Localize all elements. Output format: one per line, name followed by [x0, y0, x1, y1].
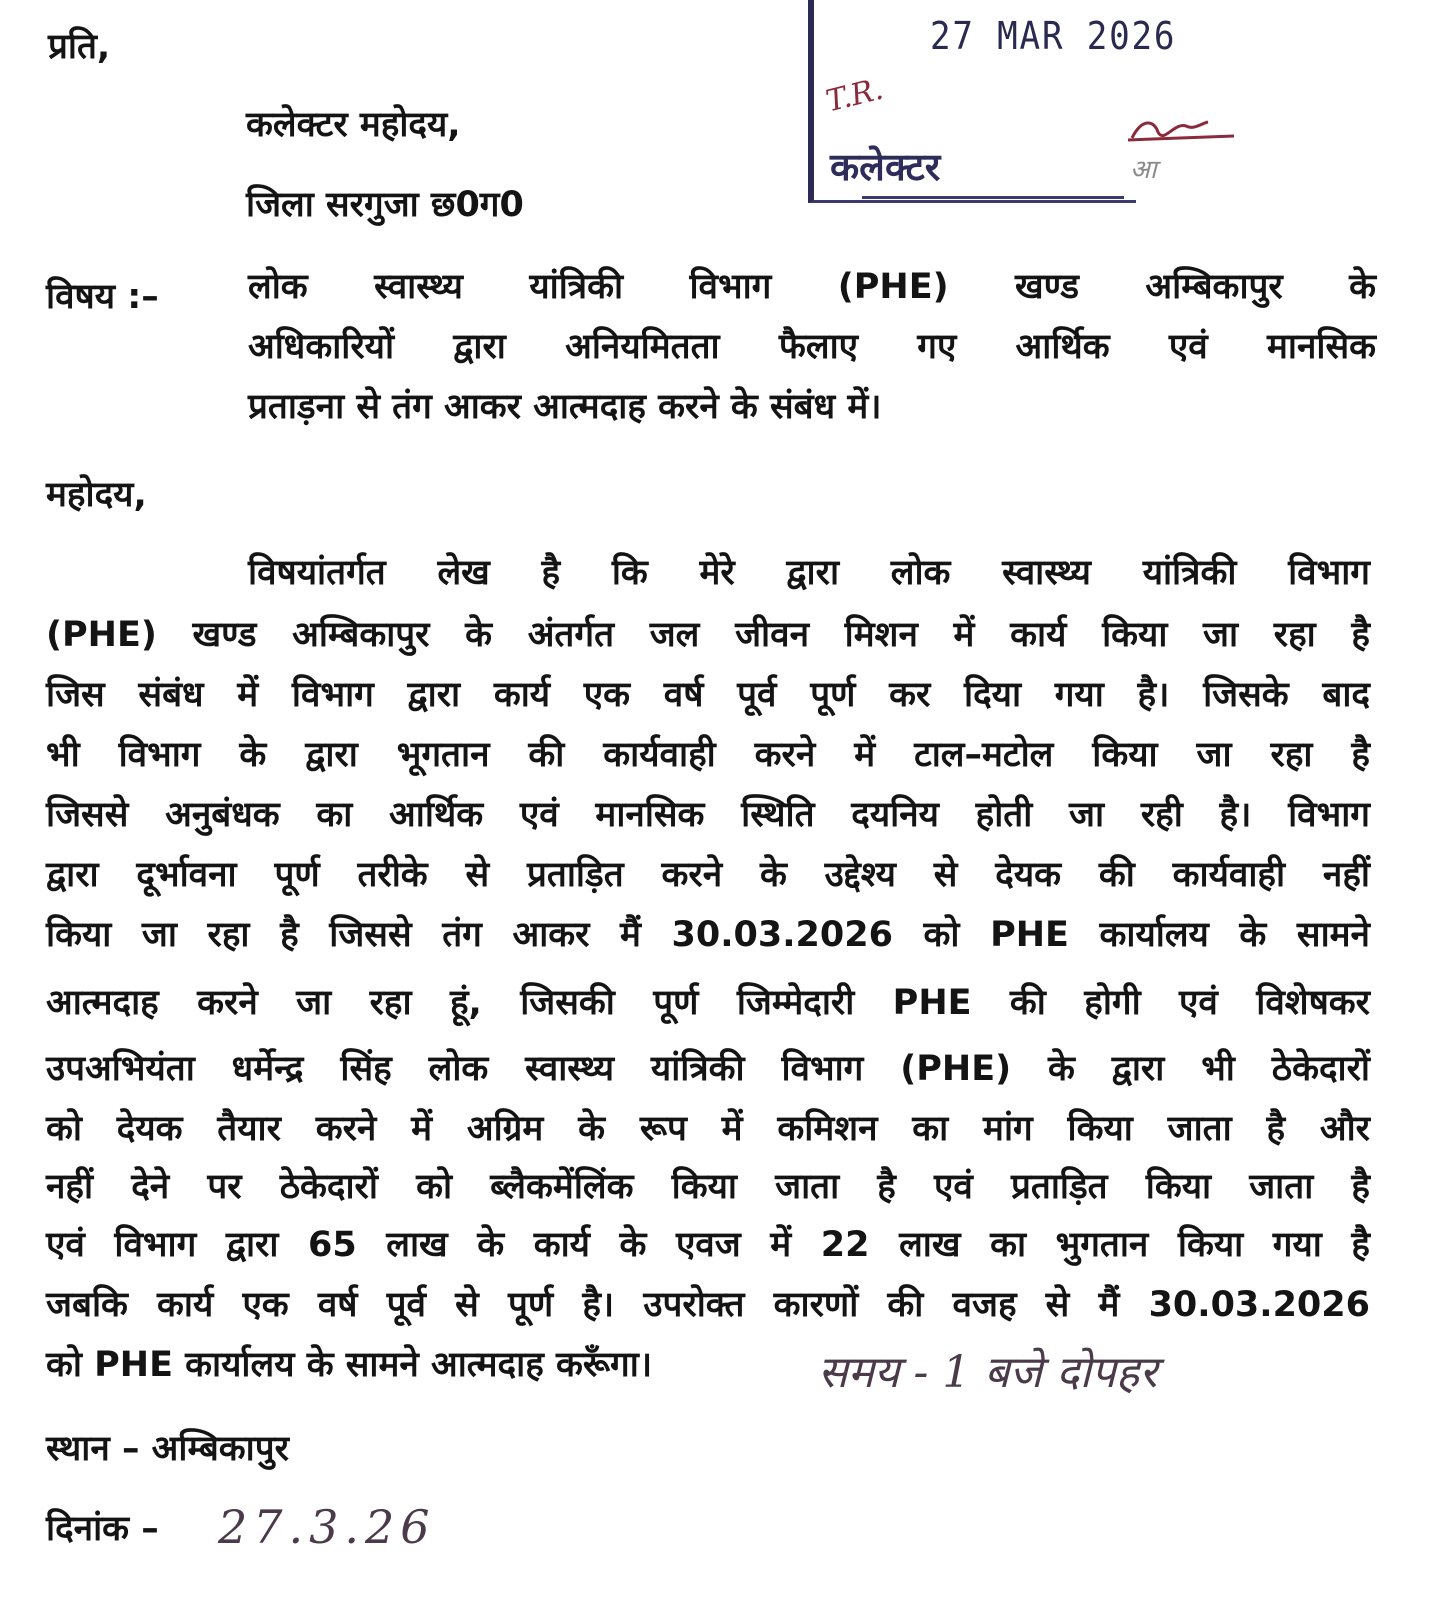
- date-label: दिनांक –: [46, 1509, 159, 1549]
- signature-stroke: [1132, 122, 1208, 138]
- body-line: भी विभाग के द्वारा भूगतान की कार्यवाही करने में टाल–मटोल किया जा रहा है: [46, 735, 1370, 775]
- stamp-date: 27 MAR 2026: [930, 14, 1177, 58]
- handwritten-time-note: समय - 1 बजे दोपहर: [818, 1347, 1158, 1398]
- body-line: (PHE) खण्ड अम्बिकापुर के अंतर्गत जल जीवन मिशन में कार्य किया जा रहा है: [46, 615, 1370, 655]
- subject-label: विषय :–: [46, 277, 159, 317]
- subject-line-3: प्रताड़ना से तंग आकर आत्मदाह करने के संबंध में।: [248, 387, 882, 427]
- place-line: स्थान – अम्बिकापुर: [46, 1429, 289, 1469]
- body-line: को PHE कार्यालय के सामने आत्मदाह करूँगा।: [46, 1345, 653, 1385]
- body-line: किया जा रहा है जिससे तंग आकर मैं 30.03.2026 को PHE कार्यालय के सामने: [46, 915, 1370, 955]
- stamp-underline: [862, 196, 1124, 199]
- body-line: विषयांतर्गत लेख है कि मेरे द्वारा लोक स्वास्थ्य यांत्रिकी विभाग: [248, 553, 1370, 593]
- body-line: उपअभियंता धर्मेन्द्र सिंह लोक स्वास्थ्य यांत्रिकी विभाग (PHE) के द्वारा भी ठेकेदारों: [46, 1049, 1370, 1089]
- recipient-line-1: कलेक्टर महोदय,: [246, 105, 461, 145]
- body-line: आत्मदाह करने जा रहा हूं, जिसकी पूर्ण जिम्मेदारी PHE की होगी एवं विशेषकर: [46, 983, 1370, 1023]
- stamp-marking: T.R.: [822, 71, 887, 120]
- body-line: जिस संबंध में विभाग द्वारा कार्य एक वर्ष पूर्व पूर्ण कर दिया गया है। जिसके बाद: [46, 675, 1370, 715]
- recipient-line-2: जिला सरगुजा छ0ग0: [246, 185, 524, 225]
- body-line: जबकि कार्य एक वर्ष पूर्व से पूर्ण है। उपरोक्त कारणों की वजह से मैं 30.03.2026: [46, 1285, 1370, 1325]
- to-line: प्रति,: [48, 27, 111, 67]
- body-line: एवं विभाग द्वारा 65 लाख के कार्य के एवज में 22 लाख का भुगतान किया गया है: [46, 1225, 1370, 1265]
- body-line: नहीं देने पर ठेकेदारों को ब्लैकमेंलिंक किया जाता है एवं प्रताड़ित किया जाता है: [46, 1167, 1370, 1207]
- stamp-initials: आ: [1130, 155, 1157, 185]
- body-line: द्वारा दूर्भावना पूर्ण तरीके से प्रताड़ित करने के उद्देश्य से देयक की कार्यवाही नहीं: [46, 855, 1370, 895]
- handwritten-date: 27.3.26: [218, 1500, 436, 1554]
- body-line: को देयक तैयार करने में अग्रिम के रूप में कमिशन का मांग किया जाता है और: [46, 1109, 1370, 1149]
- subject-line-2: अधिकारियों द्वारा अनियमितता फैलाए गए आर्थिक एवं मानसिक: [248, 327, 1376, 367]
- salutation: महोदय,: [46, 475, 147, 515]
- subject-line-1: लोक स्वास्थ्य यांत्रिकी विभाग (PHE) खण्ड अम्बिकापुर के: [248, 267, 1376, 307]
- body-line: जिससे अनुबंधक का आर्थिक एवं मानसिक स्थिति दयनिय होती जा रही है। विभाग: [46, 795, 1370, 835]
- stamp-office: कलेक्टर: [830, 145, 941, 189]
- signature-underline: [1128, 136, 1234, 140]
